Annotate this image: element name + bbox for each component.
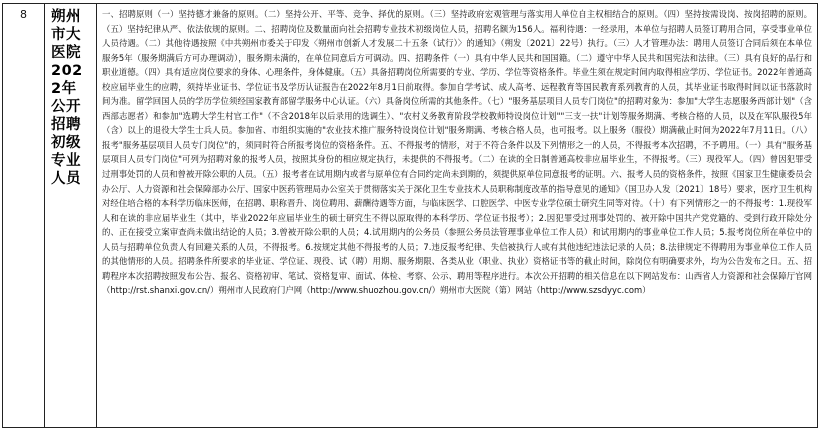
- unit-name: 朔州市大医院2022年公开招聘初级专业人员: [51, 9, 83, 187]
- unit-name-cell: [45, 4, 97, 427]
- announcement-content-cell: [97, 4, 817, 427]
- announcement-text: 一、招聘原则（一）坚持德才兼备的原则。（二）坚持公开、平等、竞争、择优的原则。（三）坚持政府宏观管理与落实用人单位自主权相结合的原则。（四）坚持按需设岗、按岗招聘的原则。（五）坚持纪律从严、依法依规的原则。二、招聘岗位及数量面向社会招聘专业技术初级岗位人员，招聘名额为156人。福利待遇：一经录用，本单位与招聘人员签订聘用合同，享受事业单位人员待遇。（二）其他待遇按照《中共朔州市委关于印发〈朔州市创新人才发展二十五条（试行）〉的通知》（朔发〔2021〕22号）执行。（三）人才管理办法：聘用人员签订合同后须在本单位服务5年（服务期满后方可办理调动），服务期未满的，在单位同意后方可调动。四、招聘条件（一）具有中华人民共和国国籍。（二）遵守中华人民共和国宪法和法律。（三）具有良好的品行和职业道德。（四）具有适应岗位要求的身体、心理条件，身体健康。（五）具备招聘岗位所需要的专业、学历、学位等资格条件。毕业生须在规定时间内取得相应学历、学位证书。2022年普通高校应届毕业生的应聘，须持毕业证书、学位证书及学历认证报告在2022年8月1日前取得。参加自学考试、成人高考、远程教育等国民教育系列教育的人员，其毕业证书取得时间以证书落款时间为准。留学回国人员的学历学位须经国家教育部留学服务中心认证。（六）具备岗位所需的其他条件。（七）"服务基层项目人员专门岗位"的招聘对象为：参加"大学生志愿服务西部计划"（含西部志愿者）和参加"选聘大学生村官工作"（不含2018年以后录用的选调生）、"农村义务教育阶段学校教师特设岗位计划""三支一扶"计划等服务期满、考核合格的人员，以及在军队服役5年（含）以上的退役大学生士兵人员。参加省、市组织实施的"农业技术推广服务特设岗位计划"服务期满、考核合格人员，也可报考。以上服务（服役）期满截止时间为2022年7月11日。（八）报考"服务基层项目人员专门岗位"的，须同时符合所报考岗位的资格条件。五、不得报考的情形，对于不符合条件以及下列情形之一的人员，不得报考本次招聘，不予聘用。（一）具有"服务基层项目人员专门岗位"可列为招聘对象的报考人员，按照其身份的相应规定执行，未提供的不得报考。（二）在读的全日制普通高校非应届毕业生，不得报考。（三）现役军人。（四）曾因犯罪受过刑事处罚的人员和曾被开除公职的人员。（五）报考者在试用期内或者与原单位有合同约定尚未到期的，须提供原单位同意报考的证明。六、报考人员的资格条件，按照《国家卫生健康委员会办公厅、人力资源和社会保障部办公厅、国家中医药管理局办公室关于贯彻落实关于深化卫生专业技术人员职称制度改革的指导意见的通知》（国卫办人发〔2021〕18号）要求，医疗卫生机构对经住培合格的本科学历临床医师，在招聘、职称晋升、岗位聘用、薪酬待遇等方面，与临床医学、口腔医学、中医专业学位硕士研究生同等对待。（十）有下列情形之一的不得报考：1.现役军人和在读的非应届毕业生（其中，毕业2022年应届毕业生的硕士研究生不得以原取得的本科学历、学位证书报考）；2.因犯罪受过刑事处罚的、被开除中国共产党党籍的、受到行政开除处分的、正在接受立案审查尚未做出结论的人员；3.曾被开除公职的人员；4.试用期内的公务员（参照公务员法管理事业单位工作人员）和试用期内的事业单位工作人员；5.报考岗位所在单位中的人员与招聘单位负责人有回避关系的人员，不得报考。6.按规定其他不得报考的人员；7.违反报考纪律、失信被执行人或有其他违纪违法记录的人员；8.法律规定不得聘用为事业单位工作人员的其他情形的人员。招聘条件所要求的毕业证、学位证、现役、试（聘）用期、服务期限、各类从业（职业、执业）资格证书等的截止时间，除岗位有明确要求外，均为公告发布之日。五、招聘程序本次招聘按照发布公告、报名、资格初审、笔试、资格复审、面试、体检、考察、公示、聘用等程序进行。本次公开招聘的相关信息在以下网站发布：山西省人力资源和社会保障厅官网（http://rst.shanxi.gov.cn/）朔州市人民政府门户网（http://www.shuozhou.gov.cn/）朔州市大医院（第）网站（http://www.szsdyyc.com）: [102, 9, 812, 296]
- recruitment-table: [2, 3, 818, 428]
- row-number: 8: [20, 8, 27, 21]
- row-number-cell: [3, 4, 45, 427]
